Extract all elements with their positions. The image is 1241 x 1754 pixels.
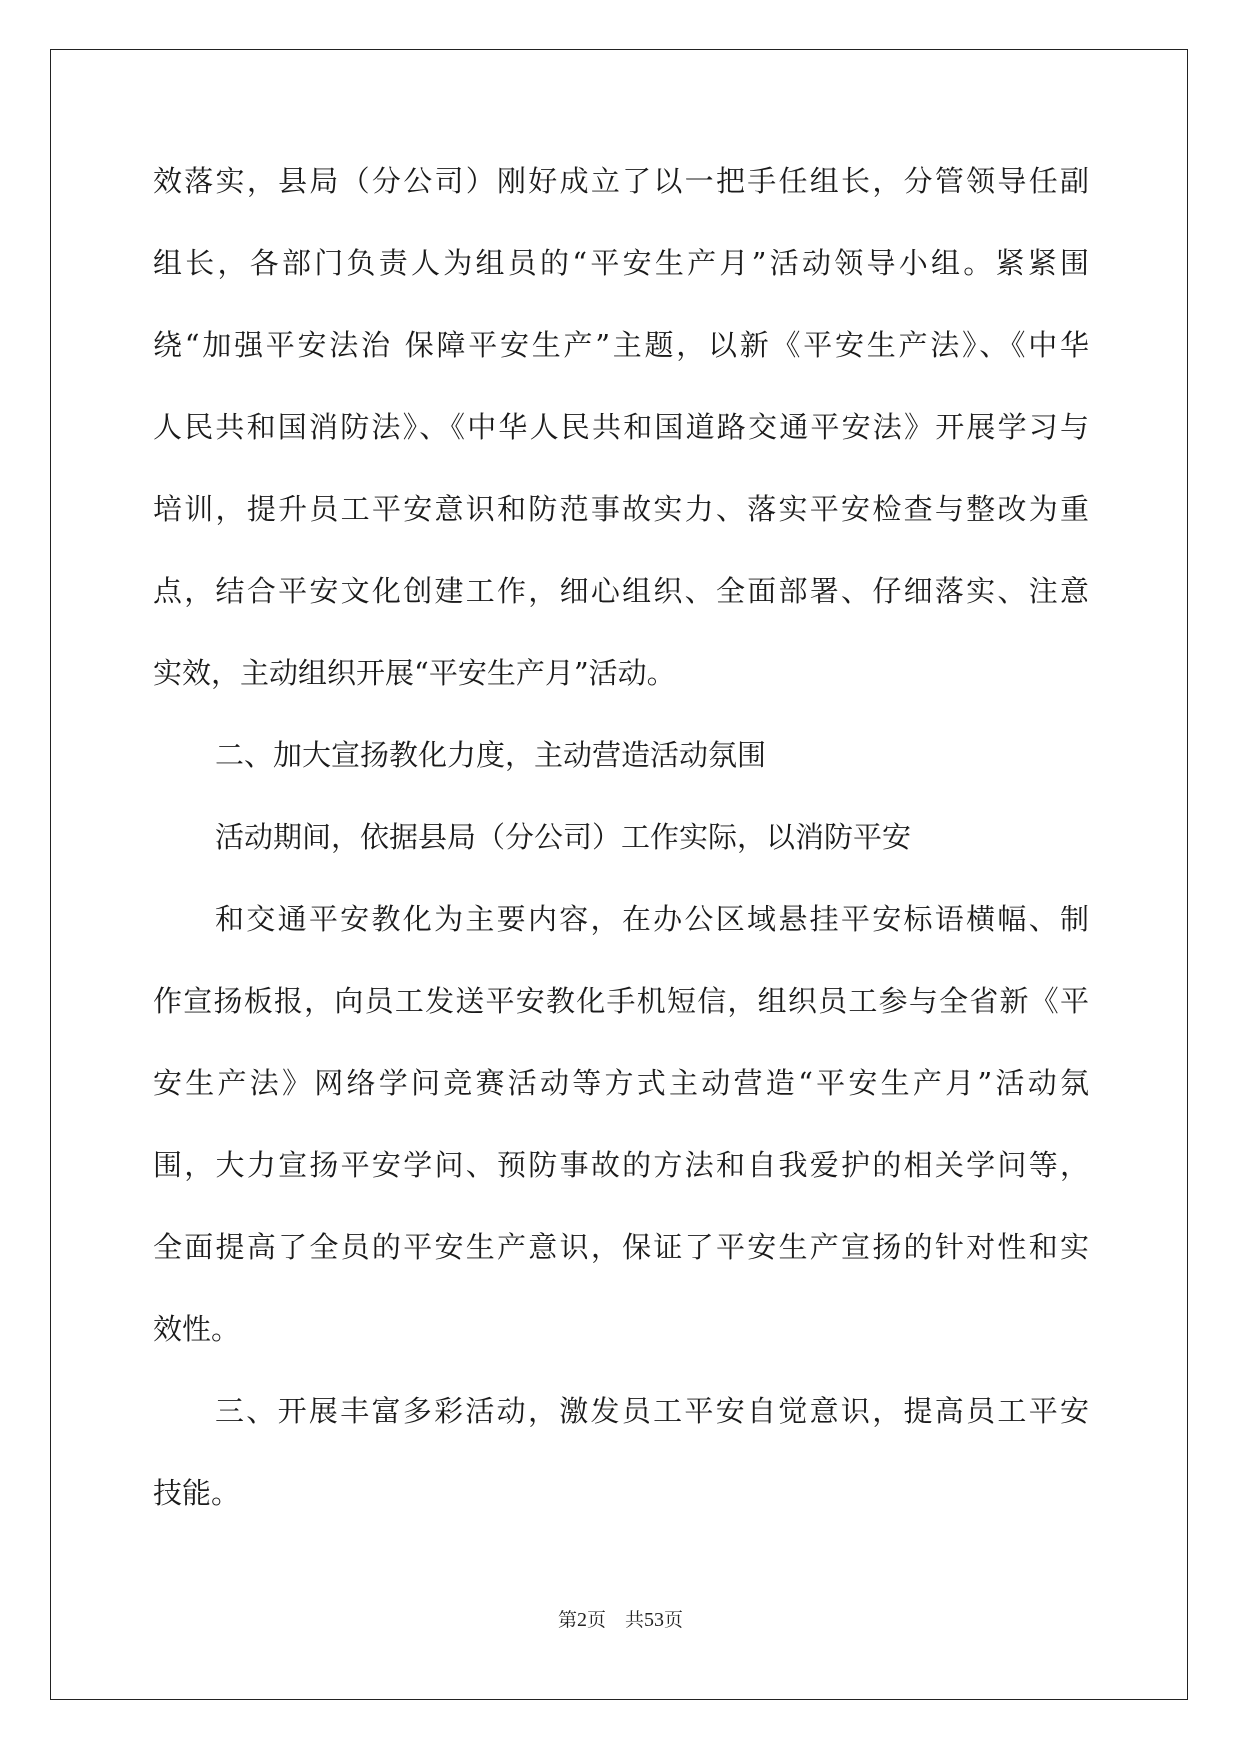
text-line: 组长，各部门负责人为组员的“平安生产月”活动领导小组。紧紧围 (153, 246, 1089, 280)
text-line: 技能。 (153, 1476, 241, 1510)
page-footer (0, 1608, 1241, 1632)
section-heading: 三、开展丰富多彩活动，激发员工平安自觉意识，提高员工平安 (215, 1394, 1089, 1428)
text-line: 实效，主动组织开展“平安生产月”活动。 (153, 656, 676, 690)
text-line: 点，结合平安文化创建工作，细心组织、全面部署、仔细落实、注意 (153, 574, 1089, 608)
footer-suffix: 页 (664, 1609, 684, 1631)
text-line: 效性。 (153, 1312, 241, 1346)
text-line: 绕“加强平安法治 保障平安生产”主题，以新《平安生产法》、《中华 (153, 328, 1089, 362)
page-number: 2 (576, 1609, 587, 1631)
text-line: 和交通平安教化为主要内容，在办公区域悬挂平安标语横幅、制 (215, 902, 1089, 936)
text-line: 培训，提升员工平安意识和防范事故实力、落实平安检查与整改为重 (153, 492, 1089, 526)
text-line: 安生产法》网络学问竞赛活动等方式主动营造“平安生产月”活动氛 (153, 1066, 1089, 1100)
total-pages: 53 (644, 1609, 664, 1631)
text-line: 围，大力宣扬平安学问、预防事故的方法和自我爱护的相关学问等， (153, 1148, 1089, 1182)
text-line: 全面提高了全员的平安生产意识，保证了平安生产宣扬的针对性和实 (153, 1230, 1089, 1264)
text-line: 活动期间，依据县局（分公司）工作实际，以消防平安 (215, 820, 912, 854)
footer-mid: 页 共 (586, 1609, 644, 1631)
section-heading: 二、加大宣扬教化力度，主动营造活动氛围 (215, 738, 767, 772)
document-body (153, 158, 1089, 1552)
text-line: 作宣扬板报，向员工发送平安教化手机短信，组织员工参与全省新《平 (153, 984, 1089, 1018)
text-line: 人民共和国消防法》、《中华人民共和国道路交通平安法》开展学习与 (153, 410, 1089, 444)
footer-prefix: 第 (557, 1609, 577, 1631)
text-line: 效落实，县局（分公司）刚好成立了以一把手任组长，分管领导任副 (153, 164, 1089, 198)
